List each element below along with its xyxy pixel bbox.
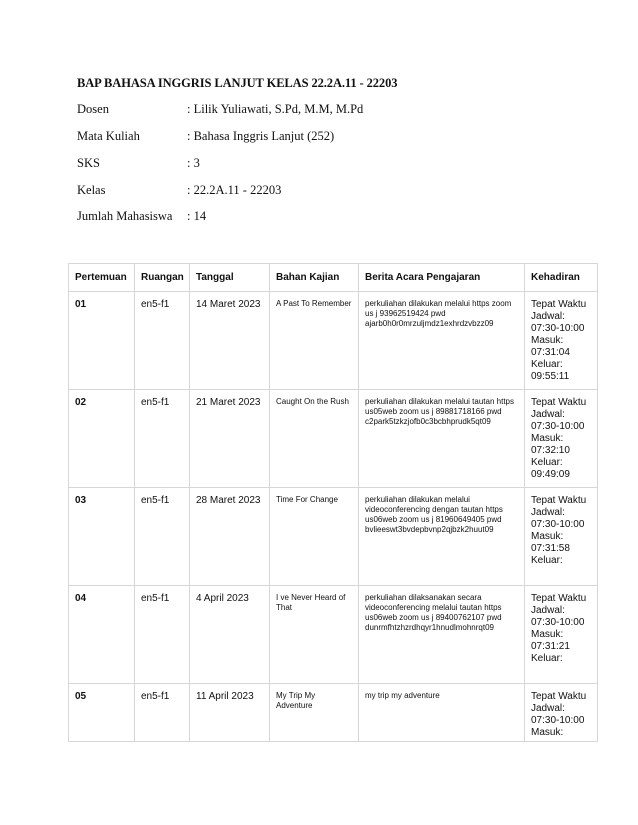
table-row [69,586,598,684]
ruangan-cell: en5-f1 [135,586,190,684]
info-label: SKS [77,156,100,170]
tanggal-cell: 21 Maret 2023 [190,390,270,488]
kehadiran-cell: Tepat Waktu Jadwal: 07:30-10:00 Masuk: 07:31:58 Keluar: [525,488,598,586]
ruangan-cell: en5-f1 [135,292,190,390]
ruangan-cell: en5-f1 [135,390,190,488]
bahan-kajian-cell: Caught On the Rush [270,390,359,488]
tanggal-cell: 14 Maret 2023 [190,292,270,390]
info-value: : 22.2A.11 - 22203 [187,183,282,197]
tanggal-cell: 4 April 2023 [190,586,270,684]
table-row [69,684,598,742]
tanggal-cell: 11 April 2023 [190,684,270,742]
berita-acara-cell: perkuliahan dilakukan melalui videoconferencing dengan tautan https us06web zoom us j 81960649405 pwd bvlieeswt3bvdepbvnp2qjbzk2huut09 [359,488,525,586]
info-label: Jumlah Mahasiswa [77,209,173,223]
bahan-kajian-cell: A Past To Remember [270,292,359,390]
pertemuan-cell: 02 [69,390,135,488]
column-header-bahan-kajian: Bahan Kajian [270,264,359,292]
bahan-kajian-cell: I ve Never Heard of That [270,586,359,684]
kehadiran-cell: Tepat Waktu Jadwal: 07:30-10:00 Masuk: [525,684,598,742]
column-header-pertemuan: Pertemuan [69,264,135,292]
kehadiran-cell: Tepat Waktu Jadwal: 07:30-10:00 Masuk: 07:32:10 Keluar: 09:49:09 [525,390,598,488]
pertemuan-cell: 04 [69,586,135,684]
document-title: BAP BAHASA INGGRIS LANJUT KELAS 22.2A.11 - 22203 [77,76,398,90]
kehadiran-cell: Tepat Waktu Jadwal: 07:30-10:00 Masuk: 07:31:04 Keluar: 09:55:11 [525,292,598,390]
bahan-kajian-cell: My Trip My Adventure [270,684,359,742]
table-row [69,292,598,390]
column-header-ruangan: Ruangan [135,264,190,292]
pertemuan-cell: 01 [69,292,135,390]
info-value: : 3 [187,156,200,170]
pertemuan-cell: 03 [69,488,135,586]
berita-acara-cell: perkuliahan dilaksanakan secara videoconferencing melalui tautan https us06web zoom us j 89400762107 pwd dunrmfhtzhzrdhqyr1hnudlmohnrqt09 [359,586,525,684]
bahan-kajian-cell: Time For Change [270,488,359,586]
info-value: : 14 [187,209,207,223]
tanggal-cell: 28 Maret 2023 [190,488,270,586]
ruangan-cell: en5-f1 [135,684,190,742]
table-row [69,488,598,586]
info-label: Mata Kuliah [77,129,140,143]
column-header-kehadiran: Kehadiran [525,264,598,292]
attendance-table [68,263,598,742]
berita-acara-cell: my trip my adventure [359,684,525,742]
column-header-tanggal: Tanggal [190,264,270,292]
column-header-berita-acara: Berita Acara Pengajaran [359,264,525,292]
table-row [69,390,598,488]
kehadiran-cell: Tepat Waktu Jadwal: 07:30-10:00 Masuk: 07:31:21 Keluar: [525,586,598,684]
pertemuan-cell: 05 [69,684,135,742]
table-header-row [69,264,598,292]
info-value: : Lilik Yuliawati, S.Pd, M.M, M.Pd [187,102,364,116]
ruangan-cell: en5-f1 [135,488,190,586]
berita-acara-cell: perkuliahan dilakukan melalui https zoom us j 93962519424 pwd ajarb0h0r0mrzuljmdz1exhrdzvbzz09 [359,292,525,390]
info-label: Kelas [77,183,106,197]
info-label: Dosen [77,102,109,116]
info-value: : Bahasa Inggris Lanjut (252) [187,129,335,143]
berita-acara-cell: perkuliahan dilakukan melalui tautan https us05web zoom us j 89881718166 pwd c2park5tzkzjofb0c3bcbhprudk5qt09 [359,390,525,488]
